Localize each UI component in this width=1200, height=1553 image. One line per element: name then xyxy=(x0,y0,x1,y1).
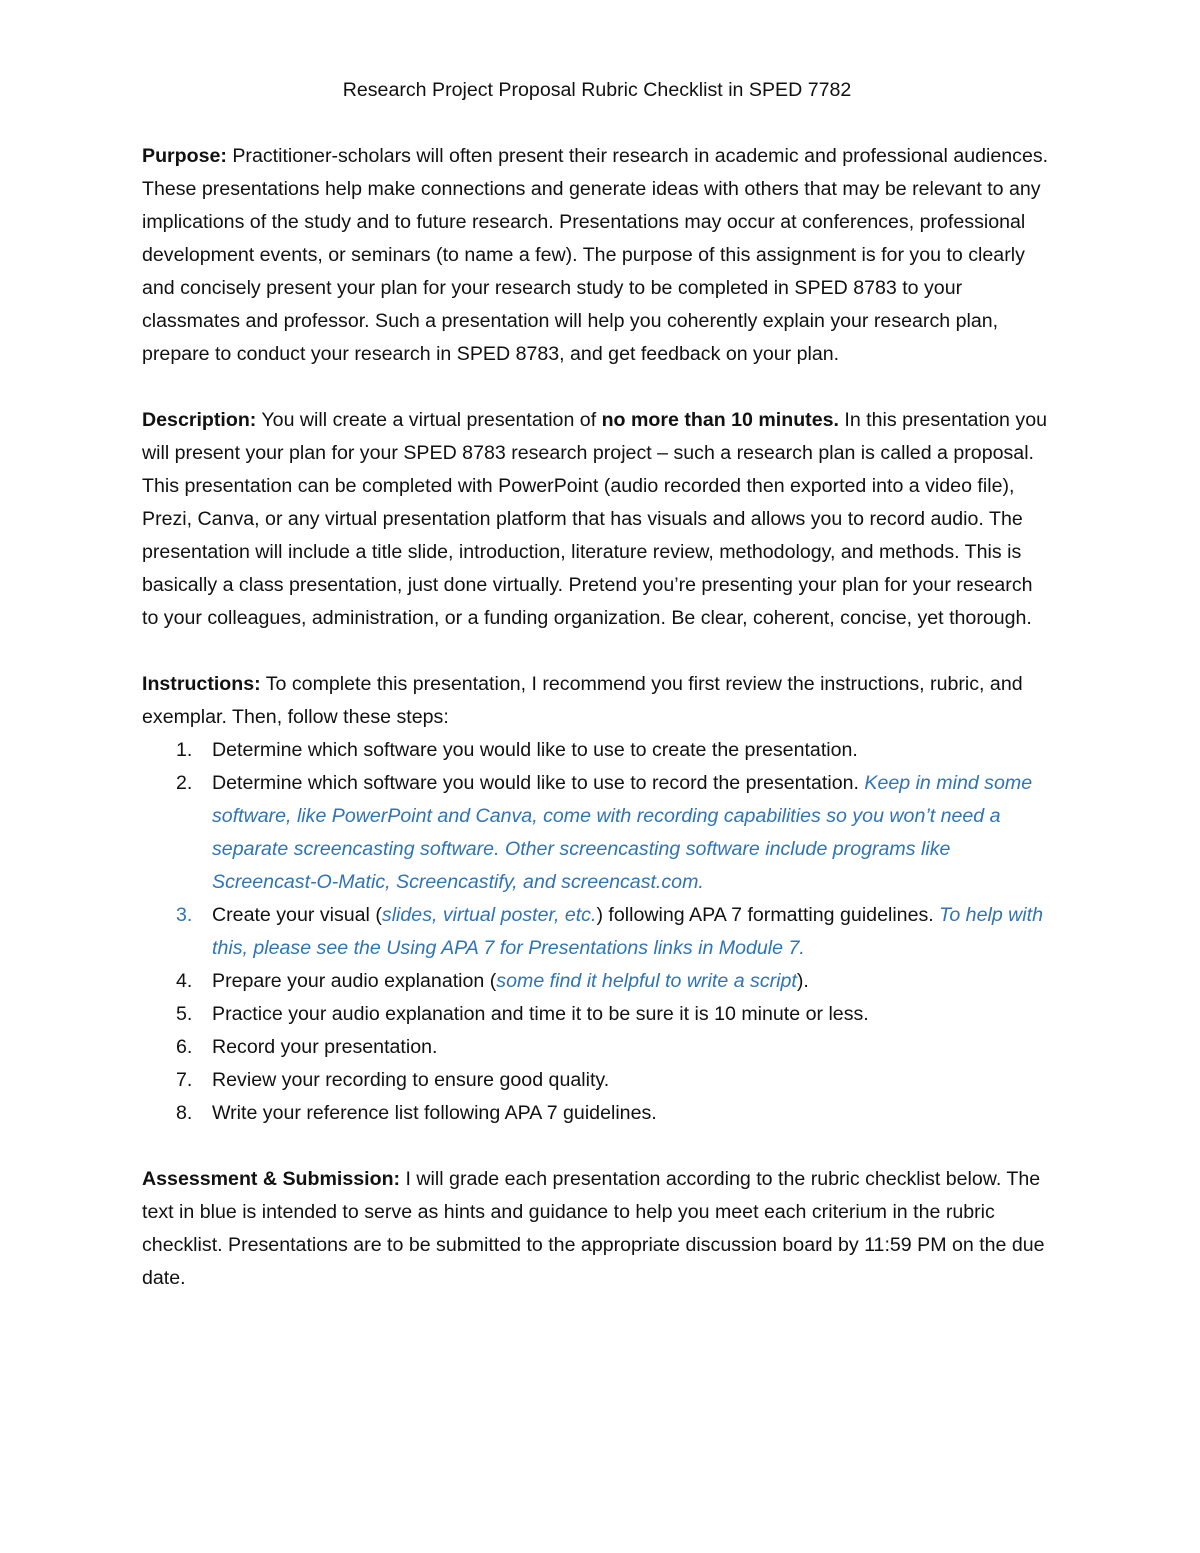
step-text: Review your recording to ensure good quality. xyxy=(212,1069,610,1091)
assessment-text: I will grade each presentation according to the rubric checklist below. The text in blue is intended to serve as hints and guidance to help you meet each criterium in the rubric checklist. Presentations are to be submitted to the appropriate discussion board by 11:59 PM on the due date. xyxy=(142,1168,1045,1289)
description-emphasis: no more than 10 minutes. xyxy=(601,409,839,431)
purpose-text: Practitioner-scholars will often present their research in academic and professional audiences. These presentations help make connections and generate ideas with others that may be relevant to any implications of the study and to future research. Presentations may occur at conferences, professional development events, or seminars (to name a few). The purpose of this assignment is for you to clearly and concisely present your plan for your research study to be completed in SPED 8783 to your classmates and professor. Such a presentation will help you coherently explain your research plan, prepare to conduct your research in SPED 8783, and get feedback on your plan. xyxy=(142,145,1049,365)
instruction-steps-list xyxy=(142,734,1050,1130)
step-number: 8. xyxy=(176,1102,193,1124)
step-number: 5. xyxy=(176,1003,193,1025)
list-item xyxy=(142,1064,1050,1097)
instructions-label: Instructions: xyxy=(142,673,261,695)
description-text-before: You will create a virtual presentation of xyxy=(256,409,602,431)
description-text-after: In this presentation you will present your plan for your SPED 8783 research project – such a research plan is called a proposal. This presentation can be completed with PowerPoint (audio recorded then exported into a video file), Prezi, Canva, or any virtual presentation platform that has visuals and allows you to record audio. The presentation will include a title slide, introduction, literature review, methodology, and methods. This is basically a class presentation, just done virtually. Pretend you’re presenting your plan for your research to your colleagues, administration, or a funding organization. Be clear, coherent, concise, yet thorough. xyxy=(142,409,1047,629)
list-item xyxy=(142,767,1050,899)
purpose-paragraph xyxy=(142,140,1050,371)
list-item xyxy=(142,1097,1050,1130)
list-item xyxy=(142,734,1050,767)
step-text: Prepare your audio explanation ( xyxy=(212,970,497,992)
step-text: Determine which software you would like to use to create the presentation. xyxy=(212,739,858,761)
step-text: Record your presentation. xyxy=(212,1036,438,1058)
step-number: 3. xyxy=(176,904,193,926)
step-hint: some find it helpful to write a script xyxy=(496,970,797,992)
step-text: Determine which software you would like to use to record the presentation. xyxy=(212,772,865,794)
list-item xyxy=(142,1031,1050,1064)
step-number: 2. xyxy=(176,772,193,794)
step-text: Create your visual ( xyxy=(212,904,382,926)
list-item xyxy=(142,965,1050,998)
description-label: Description: xyxy=(142,409,257,431)
document-title: Research Project Proposal Rubric Checklist in SPED 7782 xyxy=(342,79,852,101)
step-number: 1. xyxy=(176,739,193,761)
list-item xyxy=(142,899,1050,965)
purpose-label: Purpose: xyxy=(142,145,227,167)
description-paragraph xyxy=(142,404,1050,635)
assessment-label: Assessment & Submission: xyxy=(142,1168,401,1190)
step-hint: To help with this, please see the Using APA 7 for Presentations links in Module 7. xyxy=(212,904,1043,959)
instructions-paragraph xyxy=(142,668,1050,734)
assessment-paragraph xyxy=(142,1163,1050,1295)
step-text: Write your reference list following APA 7 guidelines. xyxy=(212,1102,657,1124)
step-number: 7. xyxy=(176,1069,193,1091)
step-hint: Keep in mind some software, like PowerPoint and Canva, come with recording capabilities so you won’t need a separate screencasting software. Other screencasting software include programs like Screencast-O-Matic, Screencastify, and screencast.com. xyxy=(212,772,1033,893)
step-text: ) following APA 7 formatting guidelines. xyxy=(596,904,940,926)
step-text: ). xyxy=(796,970,809,992)
step-text: Practice your audio explanation and time it to be sure it is 10 minute or less. xyxy=(212,1003,869,1025)
step-hint: slides, virtual poster, etc. xyxy=(381,904,597,926)
list-item xyxy=(142,998,1050,1031)
step-number: 4. xyxy=(176,970,193,992)
step-number: 6. xyxy=(176,1036,193,1058)
instructions-intro: To complete this presentation, I recommend you first review the instructions, rubric, and exemplar. Then, follow these steps: xyxy=(142,673,1023,728)
